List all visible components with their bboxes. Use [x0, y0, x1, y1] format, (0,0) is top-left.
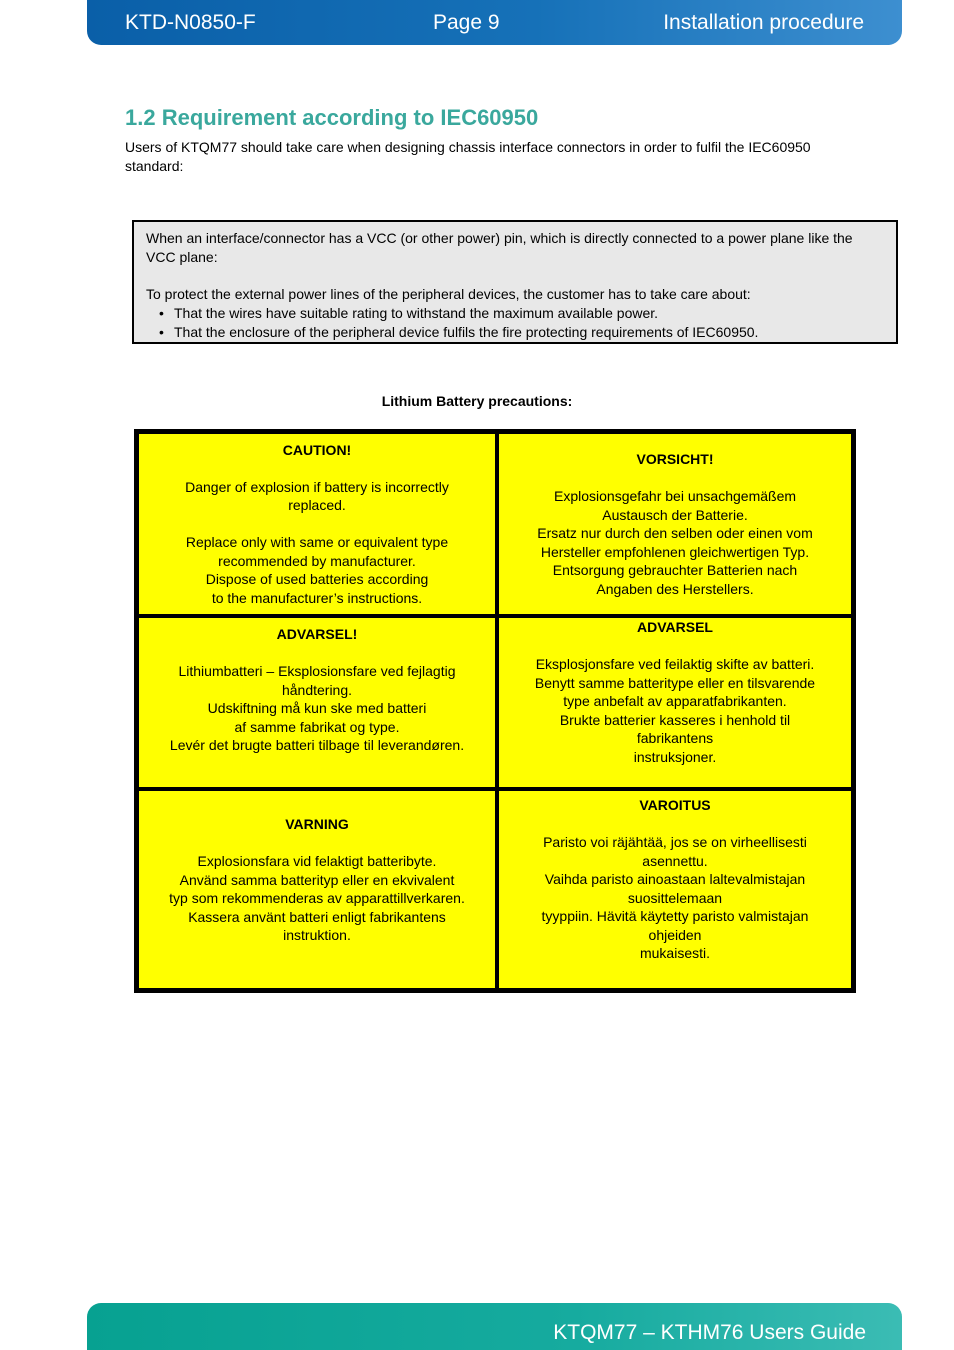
warning-text-line: af samme fabrikat og type. — [234, 718, 400, 735]
warning-text-line: håndtering. — [281, 681, 353, 698]
warning-text-line: Ersatz nur durch den selben oder einen vom — [537, 525, 813, 541]
warning-text-line: type anbefalt av apparatfabrikanten. — [563, 693, 787, 709]
warning-text-line: recommended by manufacturer. — [218, 552, 416, 569]
warning-heading: VAROITUS — [639, 797, 711, 813]
warning-text-line: Levér det brugte batteri tilbage til leverandøren. — [169, 737, 465, 753]
warning-text-line: suosittelemaan — [627, 889, 723, 906]
note-paragraph: To protect the external power lines of the peripheral devices, the customer has to take care about: — [146, 286, 751, 302]
warning-text-line: Benytt samme batteritype eller en tilsvarende — [534, 674, 816, 691]
warning-text-line: Dispose of used batteries according — [205, 571, 429, 588]
warning-text-line: Angaben des Herstellers. — [596, 580, 754, 597]
warning-text-line: Entsorgung gebrauchter Batterien nach — [552, 562, 798, 578]
warning-heading: ADVARSEL! — [276, 626, 358, 642]
page-header — [87, 0, 902, 45]
warning-cell-norwegian — [499, 618, 851, 787]
page-footer — [87, 1303, 902, 1350]
warning-text-line: Hersteller empfohlenen gleichwertigen Typ. — [540, 543, 810, 560]
warning-text-line: replaced. — [288, 497, 346, 514]
warning-text-line: Danger of explosion if battery is incorrectly — [185, 478, 449, 495]
warning-text-line: Kassera använt batteri enligt fabrikantens — [188, 908, 446, 925]
iec-note-box — [132, 220, 898, 344]
warning-text-line: Vaihda paristo ainoastaan laltevalmistajan — [544, 871, 806, 887]
warning-text-line: Använd samma batterityp eller en ekvivalent — [179, 871, 455, 888]
warning-text-line: typ som rekommenderas av apparattillverkaren. — [169, 890, 465, 906]
note-bullet-list — [146, 304, 884, 342]
section-intro: Users of KTQM77 should take care when designing chassis interface connectors in order to fulfil the IEC60950 standard: — [125, 139, 811, 174]
note-bullet-item: • That the enclosure of the peripheral device fulfils the fire protecting requirements of IEC60950. — [146, 323, 884, 342]
lithium-section-title: Lithium Battery precautions: — [381, 393, 573, 409]
warning-text-line: Lithiumbatteri – Eksplosionsfare ved fejlagtig — [178, 663, 456, 679]
warning-text-line: Udskiftning må kun ske med batteri — [207, 700, 427, 716]
warning-heading: ADVARSEL — [637, 619, 713, 635]
warning-cell-finnish — [499, 791, 851, 988]
warning-text-line: instruktion. — [283, 927, 351, 943]
note-paragraph: When an interface/connector has a VCC (or other power) pin, which is directly connected to a power plane like the VCC plane: — [146, 230, 853, 265]
warning-text-line: tyyppiin. Hävitä käytetty paristo valmistajan — [541, 908, 809, 924]
warning-cell-english — [139, 434, 495, 614]
warning-text-line: Eksplosjonsfare ved feilaktig skifte av batteri. — [535, 656, 815, 672]
warning-text-line: Paristo voi räjähtää, jos se on virheellisesti — [543, 834, 807, 850]
warning-text-line: asennettu. — [642, 852, 708, 869]
page-number: Page 9 — [433, 11, 500, 34]
note-bullet-item: • That the wires have suitable rating to withstand the maximum available power. — [146, 304, 884, 323]
warning-text-line: instruksjoner. — [633, 748, 717, 765]
warning-text-line: Brukte batterier kasseres i henhold til — [559, 711, 791, 728]
warning-text-line: Austausch der Batterie. — [602, 506, 748, 523]
warning-text-line: Replace only with same or equivalent type — [185, 534, 449, 551]
guide-title: KTQM77 – KTHM76 Users Guide — [553, 1321, 866, 1344]
warning-text-line: ohjeiden — [648, 926, 702, 943]
warning-heading: VARNING — [285, 816, 349, 832]
warning-heading: CAUTION! — [282, 441, 352, 458]
warning-text-line: fabrikantens — [636, 730, 714, 746]
section-title: 1.2 Requirement according to IEC60950 — [125, 105, 539, 130]
warning-text-line: mukaisesti. — [639, 945, 711, 961]
warning-text-line: Explosionsfara vid felaktigt batteribyte. — [197, 853, 437, 869]
warning-text-line: to the manufacturer’s instructions. — [211, 589, 423, 606]
chapter-title: Installation procedure — [663, 11, 864, 34]
warning-text-line: Explosionsgefahr bei unsachgemäßem — [553, 488, 797, 504]
warning-cell-swedish — [139, 791, 495, 988]
warning-heading: VORSICHT! — [636, 451, 714, 467]
warning-cell-german — [499, 434, 851, 614]
warning-cell-danish — [139, 618, 495, 787]
document-id: KTD-N0850-F — [125, 11, 256, 34]
battery-warning-table — [134, 429, 856, 993]
